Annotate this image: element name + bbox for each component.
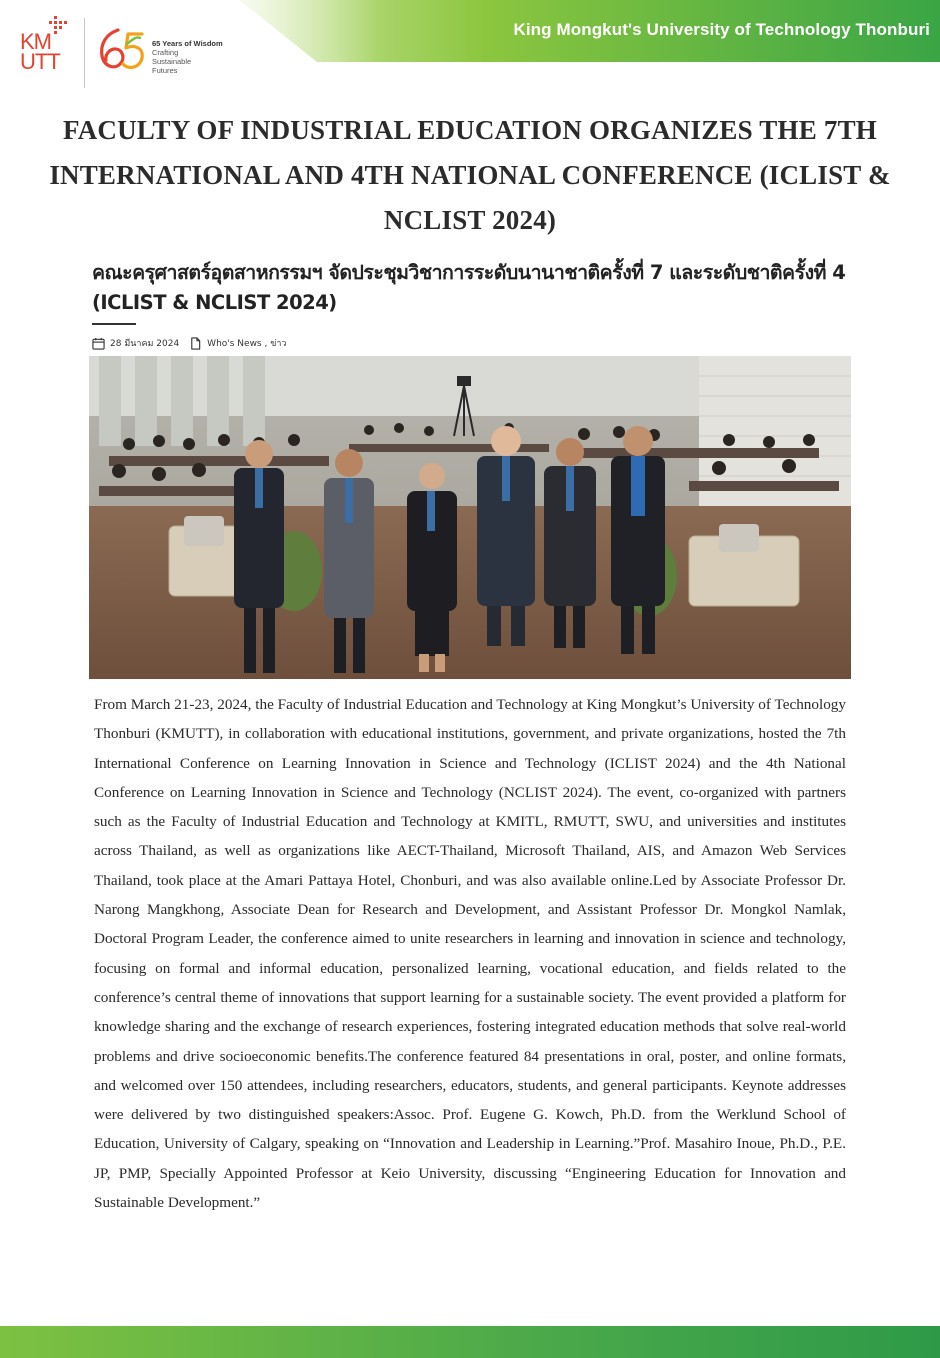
article-body: From March 21-23, 2024, the Faculty of Industrial Education and Technology at King Mongkut’s University of Technology Thonburi (KMUTT), in collaboration with educational institutions, government, and private organizations, hosted the 7th International Conference on Learning Innovation in Science and Technology (ICLIST 2024) and the 4th National Conference on Learning Innovation in Science and Technology (NCLIST 2024). The event, co-organized with partners such as the Faculty of Industrial Education and Technology at KMITL, RMUTT, SWU, and universities and institutes across Thailand, as well as organizations like AECT-Thailand, Microsoft Thailand, AIS, and Amazon Web Services Thailand, took place at the Amari Pattaya Hotel, Chonburi, and was also available online.Led by Associate Professor Dr. Narong Mangkhong, Associate Dean for Research and Development, and Assistant Professor Dr. Mongkol Namlak, Doctoral Program Leader, the conference aimed to unite researchers in learning and innovation in science and technology, focusing on formal and informal education, personalized learning, vocational education, and fields related to the conference’s central theme of innovations that support learning for a sustainable society. The event provided a platform for knowledge sharing and the exchange of research experiences, fostering integrated education methods that solve real-world problems and drive socioeconomic benefits.The conference featured 84 presentations in oral, poster, and online formats, and welcomed over 150 attendees, including researchers, educators, students, and general participants. Keynote addresses were delivered by two distinguished speakers:Assoc. Prof. Eugene G. Kowch, Ph.D. from the Werklund School of Education, University of Calgary, speaking on “Innovation and Leadership in Learning.”Prof. Masahiro Inoue, Ph.D., P.E. JP, PMP, Specially Appointed Professor at Keio University, discussing “Engineering Education for Innovation and Sustainable Development.” [94, 696, 846, 1212]
tagline-line4: Futures [152, 66, 178, 75]
anniversary-65-logo [96, 22, 226, 82]
article-title-en: FACULTY OF INDUSTRIAL EDUCATION ORGANIZES THE 7TH INTERNATIONAL AND 4TH NATIONAL CONFERENCE (ICLIST & NCLIST 2024) [49, 115, 891, 235]
university-name: King Mongkut's University of Technology Thonburi [513, 20, 930, 39]
conference-group-photo [89, 356, 851, 679]
article-date: 28 มีนาคม 2024 [110, 339, 180, 349]
conference-photo-illustration [89, 356, 851, 679]
kmutt-logo-text [20, 29, 60, 74]
article-meta [92, 335, 286, 351]
article-category-link[interactable]: Who's News , ข่าว [207, 339, 287, 349]
anniversary-tagline [152, 39, 223, 75]
kmutt-logo-line2: UTT [20, 49, 60, 74]
tagline-line1: 65 Years of Wisdom [152, 39, 223, 48]
calendar-icon [92, 337, 105, 350]
title-underline [92, 323, 136, 325]
kmutt-logo [20, 14, 82, 82]
page-header [0, 0, 940, 90]
tagline-line3: Sustainable [152, 57, 192, 66]
document-icon [189, 337, 202, 350]
sixty-five-icon [96, 22, 152, 78]
tagline-line2: Crafting [152, 48, 179, 57]
kmutt-logo-line1: KM [20, 29, 51, 54]
article-title-th: คณะครุศาสตร์อุตสาหกรรมฯ จัดประชุมวิชาการระดับนานาชาติครั้งที่ 7 และระดับชาติครั้งที่ 4 (ICLIST & NCLIST 2024) [92, 261, 846, 314]
footer-green-band [0, 1326, 940, 1358]
logo-divider [84, 18, 85, 88]
